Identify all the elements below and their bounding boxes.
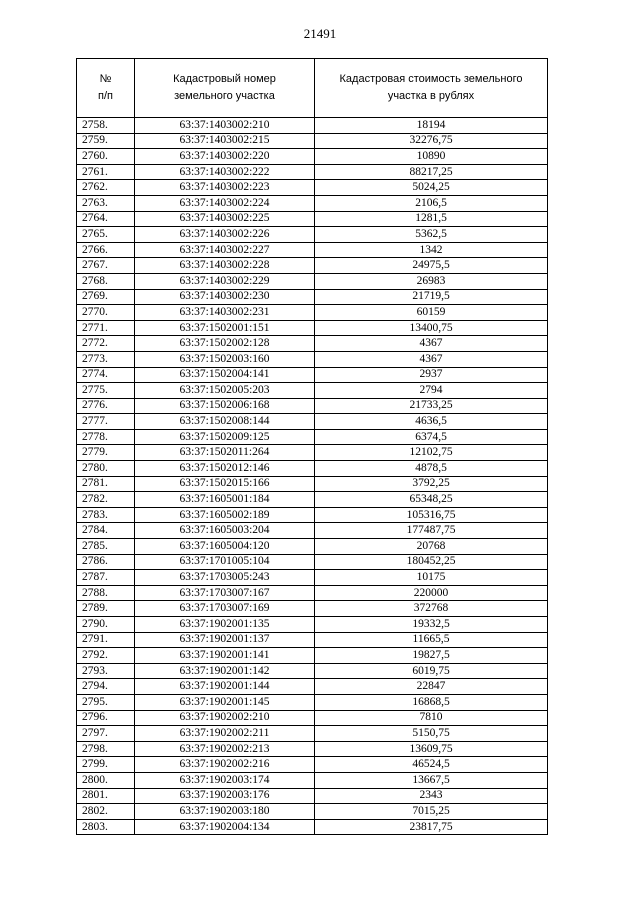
header-cadastral-value-line1: Кадастровая стоимость земельного (339, 73, 523, 85)
cadastral-value: 13667,5 (315, 772, 548, 788)
cadastral-value: 12102,75 (315, 445, 548, 461)
header-index (77, 59, 135, 118)
cadastral-number: 63:37:1902004:134 (135, 819, 315, 835)
row-index: 2803. (77, 819, 135, 835)
table-row (77, 461, 548, 477)
cadastral-value: 46524,5 (315, 757, 548, 773)
cadastral-number: 63:37:1701005:104 (135, 554, 315, 570)
table-row (77, 414, 548, 430)
table-row (77, 601, 548, 617)
table-row (77, 149, 548, 165)
header-index-line1: № (99, 73, 112, 85)
cadastral-number: 63:37:1403002:229 (135, 273, 315, 289)
cadastral-number: 63:37:1403002:220 (135, 149, 315, 165)
table-row (77, 133, 548, 149)
table-row (77, 383, 548, 399)
cadastral-value: 220000 (315, 585, 548, 601)
cadastral-value: 16868,5 (315, 694, 548, 710)
cadastral-value: 2106,5 (315, 195, 548, 211)
cadastral-value: 10175 (315, 570, 548, 586)
table-row (77, 258, 548, 274)
cadastral-number: 63:37:1403002:228 (135, 258, 315, 274)
table-row (77, 788, 548, 804)
cadastral-value: 13609,75 (315, 741, 548, 757)
cadastral-value: 2794 (315, 383, 548, 399)
cadastral-number: 63:37:1502003:160 (135, 351, 315, 367)
row-index: 2768. (77, 273, 135, 289)
table-row (77, 819, 548, 835)
cadastral-number: 63:37:1902002:213 (135, 741, 315, 757)
table-row (77, 679, 548, 695)
row-index: 2759. (77, 133, 135, 149)
cadastral-value: 180452,25 (315, 554, 548, 570)
row-index: 2772. (77, 336, 135, 352)
table-row (77, 694, 548, 710)
row-index: 2764. (77, 211, 135, 227)
row-index: 2798. (77, 741, 135, 757)
row-index: 2785. (77, 539, 135, 555)
table-row (77, 539, 548, 555)
row-index: 2762. (77, 180, 135, 196)
header-cadastral-value (315, 59, 548, 118)
row-index: 2799. (77, 757, 135, 773)
row-index: 2797. (77, 726, 135, 742)
cadastral-value: 20768 (315, 539, 548, 555)
row-index: 2763. (77, 195, 135, 211)
table-row (77, 305, 548, 321)
cadastral-value: 5150,75 (315, 726, 548, 742)
cadastral-number: 63:37:1902001:137 (135, 632, 315, 648)
table-row (77, 663, 548, 679)
cadastral-number: 63:37:1502001:151 (135, 320, 315, 336)
cadastral-value: 4367 (315, 336, 548, 352)
cadastral-value: 10890 (315, 149, 548, 165)
cadastral-number: 63:37:1605003:204 (135, 523, 315, 539)
cadastral-number: 63:37:1902002:210 (135, 710, 315, 726)
cadastral-number: 63:37:1403002:222 (135, 164, 315, 180)
row-index: 2792. (77, 648, 135, 664)
cadastral-number: 63:37:1502004:141 (135, 367, 315, 383)
cadastral-number: 63:37:1502009:125 (135, 429, 315, 445)
table-row (77, 351, 548, 367)
row-index: 2793. (77, 663, 135, 679)
cadastral-value: 19827,5 (315, 648, 548, 664)
row-index: 2786. (77, 554, 135, 570)
cadastral-value: 6374,5 (315, 429, 548, 445)
cadastral-value: 177487,75 (315, 523, 548, 539)
cadastral-number: 63:37:1403002:226 (135, 227, 315, 243)
table-row (77, 242, 548, 258)
cadastral-table (76, 58, 548, 835)
table-row (77, 367, 548, 383)
table-row (77, 289, 548, 305)
cadastral-number: 63:37:1403002:210 (135, 118, 315, 134)
table-row (77, 523, 548, 539)
cadastral-number: 63:37:1403002:231 (135, 305, 315, 321)
row-index: 2760. (77, 149, 135, 165)
cadastral-number: 63:37:1902003:176 (135, 788, 315, 804)
cadastral-number: 63:37:1502012:146 (135, 461, 315, 477)
cadastral-value: 1342 (315, 242, 548, 258)
row-index: 2765. (77, 227, 135, 243)
row-index: 2775. (77, 383, 135, 399)
cadastral-value: 22847 (315, 679, 548, 695)
table-row (77, 632, 548, 648)
cadastral-value: 105316,75 (315, 507, 548, 523)
row-index: 2789. (77, 601, 135, 617)
cadastral-number: 63:37:1605001:184 (135, 492, 315, 508)
row-index: 2783. (77, 507, 135, 523)
table-row (77, 273, 548, 289)
row-index: 2773. (77, 351, 135, 367)
cadastral-number: 63:37:1902001:145 (135, 694, 315, 710)
table-row (77, 227, 548, 243)
cadastral-number: 63:37:1403002:227 (135, 242, 315, 258)
cadastral-value: 26983 (315, 273, 548, 289)
cadastral-number: 63:37:1902003:174 (135, 772, 315, 788)
table-row (77, 648, 548, 664)
cadastral-number: 63:37:1902002:216 (135, 757, 315, 773)
table-row (77, 429, 548, 445)
cadastral-value: 3792,25 (315, 476, 548, 492)
table-row (77, 118, 548, 134)
table-row (77, 554, 548, 570)
table-row (77, 211, 548, 227)
cadastral-value: 5362,5 (315, 227, 548, 243)
cadastral-value: 372768 (315, 601, 548, 617)
header-cadastral-number-line1: Кадастровый номер (173, 73, 276, 85)
row-index: 2802. (77, 804, 135, 820)
cadastral-number: 63:37:1502006:168 (135, 398, 315, 414)
cadastral-value: 24975,5 (315, 258, 548, 274)
table-row (77, 445, 548, 461)
row-index: 2782. (77, 492, 135, 508)
cadastral-number: 63:37:1703007:169 (135, 601, 315, 617)
row-index: 2774. (77, 367, 135, 383)
row-index: 2788. (77, 585, 135, 601)
cadastral-value: 4367 (315, 351, 548, 367)
cadastral-number: 63:37:1502002:128 (135, 336, 315, 352)
cadastral-number: 63:37:1902002:211 (135, 726, 315, 742)
cadastral-value: 4636,5 (315, 414, 548, 430)
cadastral-value: 4878,5 (315, 461, 548, 477)
table-row (77, 180, 548, 196)
cadastral-value: 2343 (315, 788, 548, 804)
cadastral-number: 63:37:1902001:144 (135, 679, 315, 695)
row-index: 2780. (77, 461, 135, 477)
row-index: 2795. (77, 694, 135, 710)
cadastral-value: 60159 (315, 305, 548, 321)
table-body (77, 118, 548, 835)
table-row (77, 726, 548, 742)
table-row (77, 195, 548, 211)
row-index: 2778. (77, 429, 135, 445)
table-row (77, 492, 548, 508)
row-index: 2779. (77, 445, 135, 461)
row-index: 2796. (77, 710, 135, 726)
cadastral-number: 63:37:1502011:264 (135, 445, 315, 461)
cadastral-value: 7810 (315, 710, 548, 726)
header-cadastral-number (135, 59, 315, 118)
cadastral-value: 7015,25 (315, 804, 548, 820)
table-row (77, 320, 548, 336)
row-index: 2770. (77, 305, 135, 321)
row-index: 2761. (77, 164, 135, 180)
cadastral-value: 13400,75 (315, 320, 548, 336)
table-row (77, 772, 548, 788)
cadastral-number: 63:37:1605004:120 (135, 539, 315, 555)
cadastral-value: 1281,5 (315, 211, 548, 227)
row-index: 2790. (77, 617, 135, 633)
header-cadastral-value-line2: участка в рублях (387, 90, 475, 102)
cadastral-value: 19332,5 (315, 617, 548, 633)
cadastral-number: 63:37:1502008:144 (135, 414, 315, 430)
cadastral-value: 23817,75 (315, 819, 548, 835)
cadastral-value: 11665,5 (315, 632, 548, 648)
cadastral-value: 32276,75 (315, 133, 548, 149)
row-index: 2801. (77, 788, 135, 804)
cadastral-number: 63:37:1403002:224 (135, 195, 315, 211)
row-index: 2769. (77, 289, 135, 305)
table-row (77, 617, 548, 633)
row-index: 2766. (77, 242, 135, 258)
cadastral-number: 63:37:1502015:166 (135, 476, 315, 492)
table-row (77, 710, 548, 726)
table-row (77, 507, 548, 523)
row-index: 2800. (77, 772, 135, 788)
cadastral-number: 63:37:1902003:180 (135, 804, 315, 820)
cadastral-number: 63:37:1403002:230 (135, 289, 315, 305)
header-row (77, 59, 548, 118)
cadastral-number: 63:37:1703005:243 (135, 570, 315, 586)
table-row (77, 570, 548, 586)
row-index: 2758. (77, 118, 135, 134)
cadastral-number: 63:37:1902001:142 (135, 663, 315, 679)
cadastral-value: 88217,25 (315, 164, 548, 180)
row-index: 2777. (77, 414, 135, 430)
row-index: 2781. (77, 476, 135, 492)
row-index: 2767. (77, 258, 135, 274)
row-index: 2784. (77, 523, 135, 539)
row-index: 2776. (77, 398, 135, 414)
cadastral-number: 63:37:1403002:223 (135, 180, 315, 196)
cadastral-number: 63:37:1703007:167 (135, 585, 315, 601)
row-index: 2771. (77, 320, 135, 336)
page-number: 21491 (303, 26, 337, 41)
table-row (77, 804, 548, 820)
row-index: 2791. (77, 632, 135, 648)
table-row (77, 585, 548, 601)
cadastral-number: 63:37:1403002:215 (135, 133, 315, 149)
cadastral-value: 18194 (315, 118, 548, 134)
header-cadastral-number-line2: земельного участка (174, 90, 275, 102)
header-index-line2: п/п (98, 90, 113, 102)
cadastral-value: 6019,75 (315, 663, 548, 679)
table-header (77, 59, 548, 118)
cadastral-number: 63:37:1902001:141 (135, 648, 315, 664)
cadastral-value: 2937 (315, 367, 548, 383)
table-row (77, 398, 548, 414)
table-row (77, 476, 548, 492)
table-row (77, 164, 548, 180)
cadastral-value: 21733,25 (315, 398, 548, 414)
table-row (77, 757, 548, 773)
cadastral-number: 63:37:1902001:135 (135, 617, 315, 633)
cadastral-number: 63:37:1403002:225 (135, 211, 315, 227)
table-row (77, 336, 548, 352)
row-index: 2794. (77, 679, 135, 695)
cadastral-value: 5024,25 (315, 180, 548, 196)
cadastral-value: 21719,5 (315, 289, 548, 305)
cadastral-value: 65348,25 (315, 492, 548, 508)
cadastral-number: 63:37:1502005:203 (135, 383, 315, 399)
row-index: 2787. (77, 570, 135, 586)
table-row (77, 741, 548, 757)
cadastral-number: 63:37:1605002:189 (135, 507, 315, 523)
